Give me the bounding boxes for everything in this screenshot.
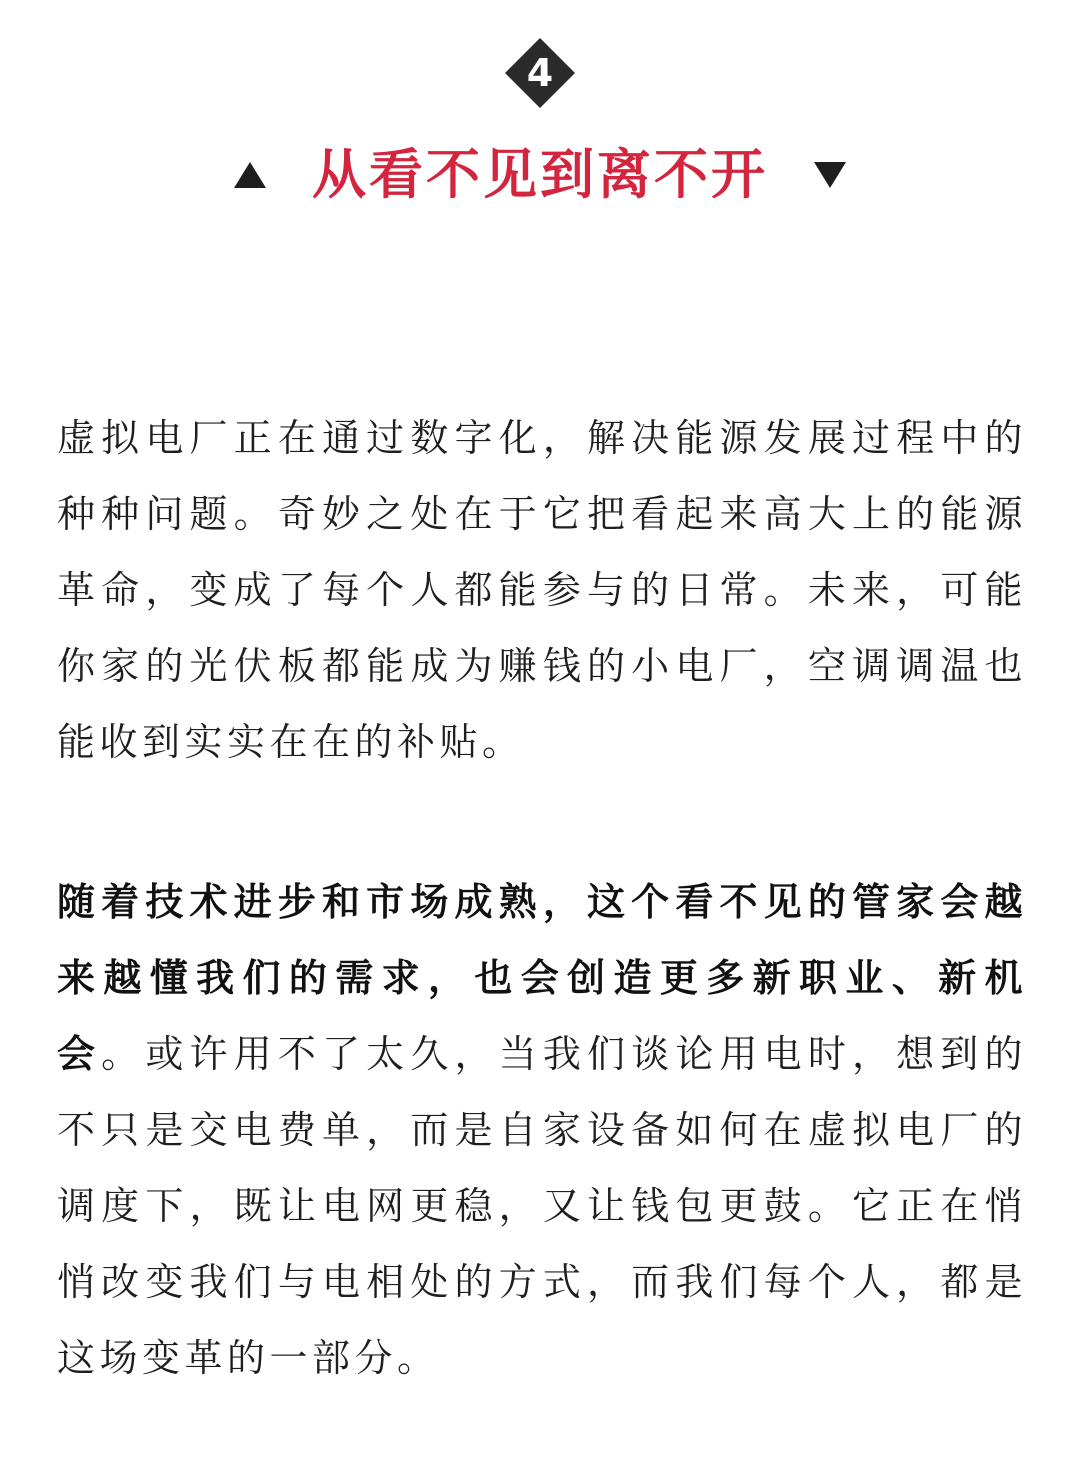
paragraph-2-bold-text: 随着技术进步和市场成熟，这个看不见的管家会越来越懂我们的需求，也会创造更多新职业、新机会 [57, 880, 1027, 1076]
section-number: 4 [526, 51, 554, 95]
triangle-down-icon [812, 160, 848, 190]
paragraph-2 [57, 864, 1027, 1396]
paragraph-1: 虚拟电厂正在通过数字化，解决能源发展过程中的种种问题。奇妙之处在于它把看起来高大上的能源革命，变成了每个人都能参与的日常。未来，可能你家的光伏板都能成为赚钱的小电厂，空调调温也能收到实实在在的补贴。 [57, 416, 1027, 764]
section-title-row [0, 140, 1080, 210]
triangle-up-icon [232, 160, 268, 190]
section-number-badge [505, 38, 575, 108]
section-title: 从看不见到离不开 [312, 143, 768, 206]
paragraph-2-regular-text: 。或许用不了太久，当我们谈论用电时，想到的不只是交电费单，而是自家设备如何在虚拟电厂的调度下，既让电网更稳，又让钱包更鼓。它正在悄悄改变我们与电相处的方式，而我们每个人，都是这场变革的一部分。 [57, 1032, 1027, 1380]
